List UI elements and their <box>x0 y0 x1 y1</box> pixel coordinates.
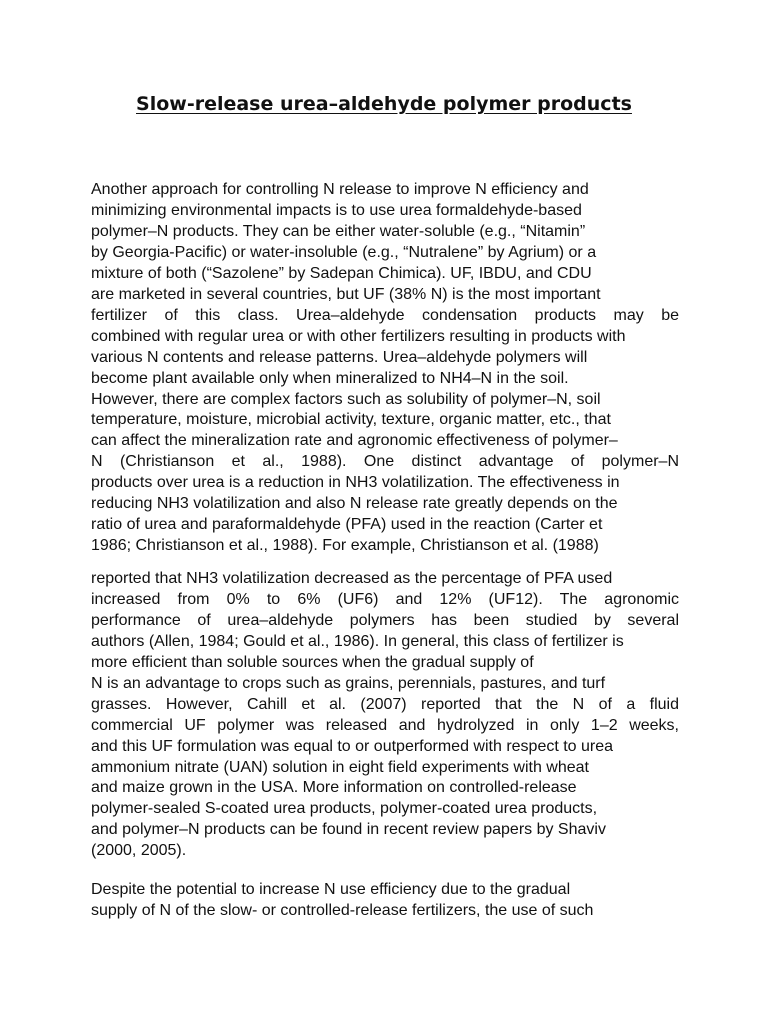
text-line: fertilizer of this class. Urea–aldehyde condensation products may be <box>91 306 679 324</box>
text-line: increased from 0% to 6% (UF6) and 12% (UF12). The agronomic <box>91 590 679 608</box>
text-line: performance of urea–aldehyde polymers has been studied by several <box>91 611 679 629</box>
text-line: more efficient than soluble sources when the gradual supply of <box>91 653 534 671</box>
text-line: grasses. However, Cahill et al. (2007) reported that the N of a fluid <box>91 695 679 713</box>
text-line: supply of N of the slow- or controlled-release fertilizers, the use of such <box>91 901 594 919</box>
text-line: products over urea is a reduction in NH3 volatilization. The effectiveness in <box>91 474 620 492</box>
text-line: ratio of urea and paraformaldehyde (PFA) used in the reaction (Carter et <box>91 516 603 534</box>
text-line: various N contents and release patterns. Urea–aldehyde polymers will <box>91 348 588 366</box>
text-line: combined with regular urea or with other fertilizers resulting in products with <box>91 327 626 345</box>
text-line: polymer–N products. They can be either water-soluble (e.g., “Nitamin” <box>91 222 586 240</box>
text-line: by Georgia-Pacific) or water-insoluble (e.g., “Nutralene” by Agrium) or a <box>91 243 597 261</box>
text-line: 1986; Christianson et al., 1988). For example, Christianson et al. (1988) <box>91 537 599 555</box>
text-line: commercial UF polymer was released and hydrolyzed in only 1–2 weeks, <box>91 716 679 734</box>
paragraph-3 <box>91 880 679 922</box>
document-title: Slow-release urea–aldehyde polymer products <box>136 93 632 115</box>
text-line: N is an advantage to crops such as grains, perennials, pastures, and turf <box>91 674 606 692</box>
text-line: However, there are complex factors such as solubility of polymer–N, soil <box>91 390 601 408</box>
text-line: and this UF formulation was equal to or outperformed with respect to urea <box>91 737 614 755</box>
text-line: mixture of both (“Sazolene” by Sadepan Chimica). UF, IBDU, and CDU <box>91 264 592 282</box>
text-line: can affect the mineralization rate and agronomic effectiveness of polymer– <box>91 432 618 450</box>
text-line: ammonium nitrate (UAN) solution in eight field experiments with wheat <box>91 758 589 776</box>
text-line: and polymer–N products can be found in recent review papers by Shaviv <box>91 821 606 839</box>
text-line: N (Christianson et al., 1988). One distinct advantage of polymer–N <box>91 453 679 471</box>
text-line: Despite the potential to increase N use efficiency due to the gradual <box>91 881 571 898</box>
text-line: authors (Allen, 1984; Gould et al., 1986). In general, this class of fertilizer is <box>91 632 624 650</box>
text-line: Another approach for controlling N release to improve N efficiency and <box>91 181 589 198</box>
text-line: and maize grown in the USA. More information on controlled-release <box>91 779 577 797</box>
text-line: become plant available only when mineralized to NH4–N in the soil. <box>91 369 569 387</box>
text-line: reducing NH3 volatilization and also N release rate greatly depends on the <box>91 495 618 513</box>
paragraph-1 <box>91 180 679 557</box>
paragraph-2 <box>91 569 679 862</box>
text-line: minimizing environmental impacts is to use urea formaldehyde-based <box>91 201 582 219</box>
text-line: polymer-sealed S-coated urea products, polymer-coated urea products, <box>91 800 598 818</box>
text-line: temperature, moisture, microbial activity, texture, organic matter, etc., that <box>91 411 611 429</box>
text-line: reported that NH3 volatilization decreased as the percentage of PFA used <box>91 570 613 587</box>
text-line: are marketed in several countries, but UF (38% N) is the most important <box>91 285 601 303</box>
text-line: (2000, 2005). <box>91 842 187 860</box>
